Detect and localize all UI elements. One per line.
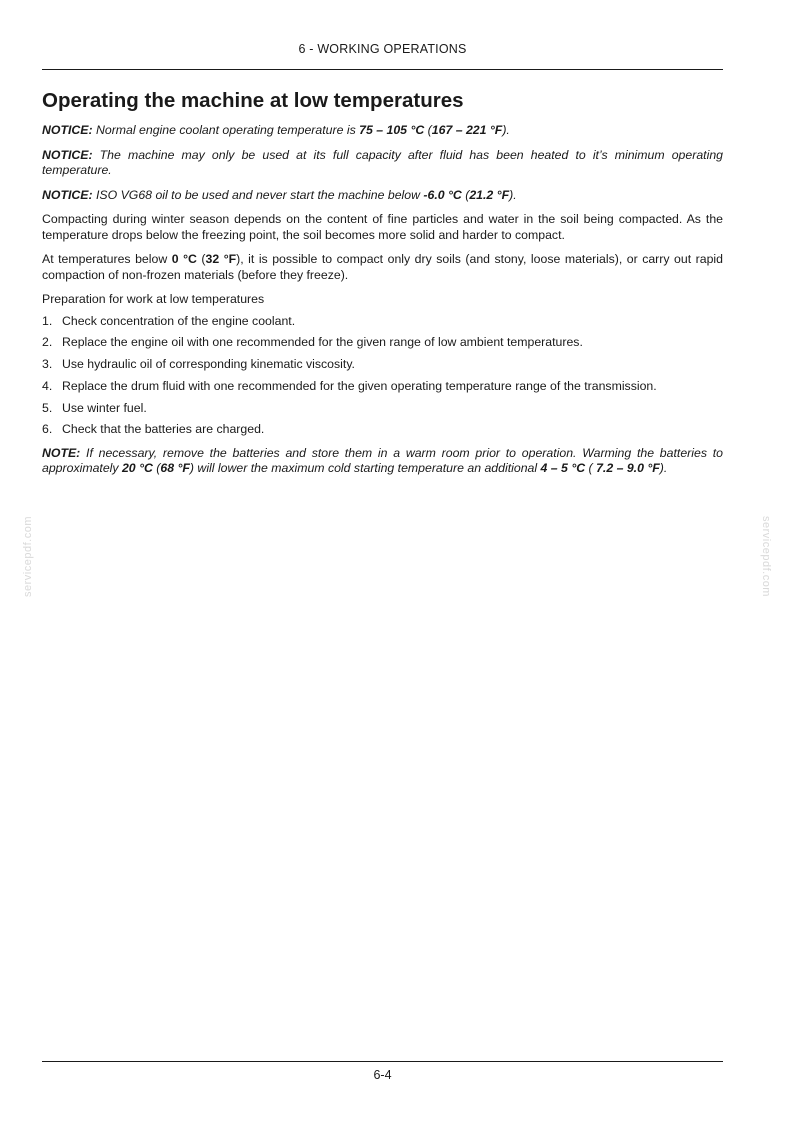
- list-item: 4. Replace the drum fluid with one recommended for the given operating temperature range of the transmission.: [42, 378, 657, 393]
- note-label: NOTE:: [42, 445, 81, 460]
- notice-label: NOTICE:: [42, 123, 93, 137]
- page-content: [42, 88, 723, 486]
- notice-full-capacity: NOTICE: The machine may only be used at its full capacity after fluid has been heated to it’s minimum operating temperature.: [42, 147, 723, 177]
- page-number: 6-4: [373, 1068, 392, 1082]
- watermark-right: servicepdf.com: [760, 516, 772, 597]
- notice-label: NOTICE:: [42, 187, 93, 202]
- list-item: 6. Check that the batteries are charged.: [42, 422, 265, 437]
- page-header: 6 - WORKING OPERATIONS: [298, 42, 467, 56]
- note-batteries: NOTE: If necessary, remove the batteries and store them in a warm room prior to operation. Warming the batteries to approximately 20 °C (68 °F) will lower the maximum cold starting temperature an additional 4 – 5 °C ( 7.2 – 9.0 °F).: [42, 445, 723, 476]
- list-item: 2. Replace the engine oil with one recommended for the given range of low ambient temperatures.: [42, 335, 583, 350]
- notice-oil-minimum-temperature: NOTICE: ISO VG68 oil to be used and never start the machine below -6.0 °C (21.2 °F).: [42, 187, 517, 202]
- list-item: 5. Use winter fuel.: [42, 400, 147, 415]
- notice-coolant-temperature: NOTICE: Normal engine coolant operating temperature is 75 – 105 °C (167 – 221 °F).: [42, 123, 510, 137]
- paragraph-freezing-temperatures: At temperatures below 0 °C (32 °F), it is possible to compact only dry soils (and stony, loose materials), or carry out rapid compaction of non-frozen materials (before they freeze).: [42, 252, 723, 282]
- paragraph-winter-compacting: Compacting during winter season depends on the content of fine particles and water in the soil being compacted. As the temperature drops below the freezing point, the soil becomes more solid and harder to compact.: [42, 212, 723, 242]
- page-title: Operating the machine at low temperatures: [42, 89, 464, 112]
- footer-rule: [42, 1061, 723, 1062]
- header-rule: [42, 69, 723, 70]
- watermark-left: servicepdf.com: [22, 516, 34, 597]
- preparation-steps-list: [42, 314, 723, 438]
- notice-label: NOTICE:: [42, 147, 93, 162]
- list-item: 3. Use hydraulic oil of corresponding kinematic viscosity.: [42, 357, 355, 372]
- list-item: 1. Check concentration of the engine coolant.: [42, 313, 296, 328]
- preparation-heading: Preparation for work at low temperatures: [42, 292, 265, 306]
